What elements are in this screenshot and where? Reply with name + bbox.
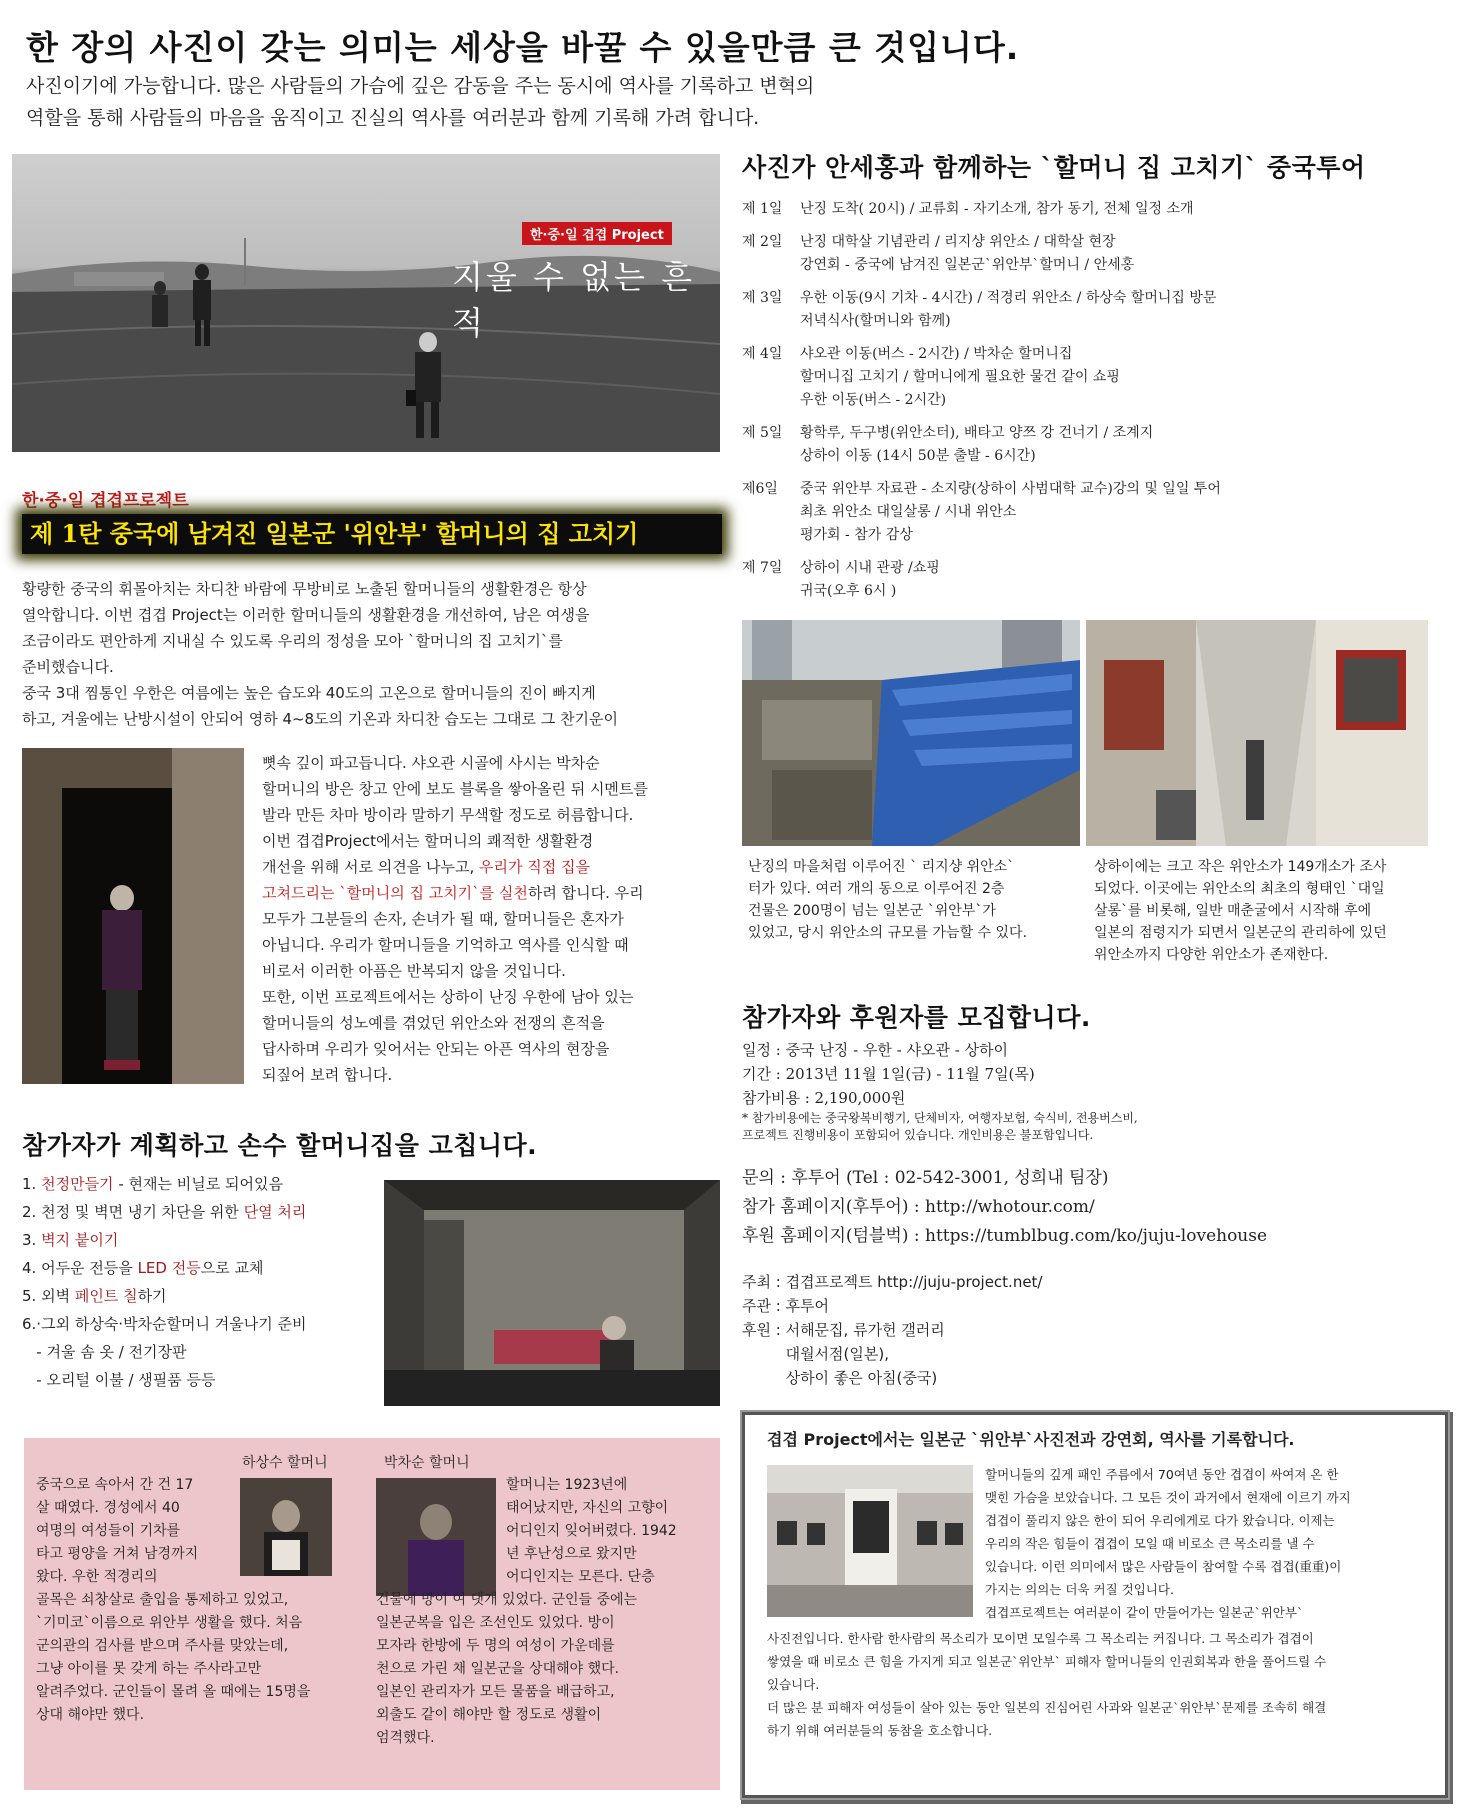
article-line: 황량한 중국의 휘몰아치는 차디찬 바람에 무방비로 노출된 할머니들의 생활환경은 항상 [22, 580, 587, 598]
project-label: 한·중·일 겹겹프로젝트 [22, 491, 189, 511]
story-line: `기미코`이름으로 위안부 생활을 했다. 처음 [36, 1615, 303, 1631]
granny-a-name: 하상수 할머니 [242, 1455, 328, 1471]
article-line: 답사하며 우리가 잊어서는 안되는 아픈 역사의 현장을 [262, 1040, 610, 1058]
article-line: 조금이라도 편안하게 지내실 수 있도록 우리의 정성을 모아 `할머니의 집 고치기`를 [22, 632, 563, 650]
exhibit-side-text [985, 1463, 1435, 1624]
granny-a-portrait [240, 1478, 332, 1576]
article-line: 하고, 겨울에는 난방시설이 안되어 영하 4~8도의 기온과 차디찬 습도는 그대로 그 찬기운이 [22, 710, 619, 728]
hero-badge: 한·중·일 겹겹 Project [522, 222, 672, 245]
tour-day-line: 난징 대학살 기념관리 / 리지샹 위안소 / 대학살 현장 [800, 234, 1116, 250]
article-line: 모두가 그분들의 손자, 손녀가 될 때, 할머니들은 혼자가 [262, 910, 624, 928]
lijixiang-caption: 난징의 마을처럼 이루어진 ` 리지샹 위안소` 터가 있다. 여러 개의 동으로 이루어진 2층 건물은 200명이 넘는 일본군 `위안부`가 있었고, 당시 위안소의 규모를 가늠할 수 있다. [748, 859, 1028, 941]
sponsor-name: 상하이 좋은 아침(중국) [785, 1369, 938, 1387]
tour-day [742, 198, 1442, 221]
granny-b-portrait [376, 1478, 496, 1596]
room-photo [384, 1180, 720, 1406]
article-highlight: 고쳐드리는 `할머니의 집 고치기`를 실천 [262, 884, 528, 902]
story-line: 상대 해야만 했다. [36, 1707, 145, 1723]
tour-day-line: 저녁식사(할머니와 함께) [800, 313, 951, 329]
room-scene [384, 1180, 720, 1406]
story-line: 타고 평양을 거쳐 남경까지 [36, 1546, 199, 1562]
article-line [262, 880, 722, 906]
story-line: 천으로 가린 채 일본군을 상대해야 했다. [376, 1661, 620, 1677]
story-line: 외출도 같이 해야만 할 정도로 생활이 [376, 1707, 602, 1723]
repair-list [22, 1170, 382, 1394]
tour-day-label: 제 1일 [742, 201, 783, 217]
story-line: 일본인 관리자가 모든 물품을 배급하고, [376, 1684, 615, 1700]
granny-a-photo [240, 1478, 332, 1576]
shanghai-alley-photo [1086, 620, 1428, 846]
story-line: 년 후난성으로 왔지만 [506, 1546, 637, 1562]
repair-item: - 겨울 솜 옷 / 전기장판 [22, 1343, 187, 1361]
story-line: 왔다. 우한 적경리의 [36, 1569, 158, 1585]
tour-day [742, 557, 1442, 603]
story-line: 살 때였다. 경성에서 40 [36, 1500, 180, 1516]
headline: 한 장의 사진이 갖는 의미는 세상을 바꿀 수 있을만큼 큰 것입니다. [26, 28, 1020, 67]
tour-day-line: 황학루, 두구병(위안소터), 배타고 양쯔 강 건너기 / 조계지 [800, 425, 1154, 441]
exhibit-line: 겹겹이 풀리지 않은 한이 되어 우리에게로 다가 왔습니다. 이제는 [985, 1513, 1335, 1528]
recruit-note: 프로젝트 진행비용이 포함되어 있습니다. 개인비용은 불포함입니다. [742, 1128, 1094, 1142]
intro-text [26, 70, 1026, 134]
recruit-schedule: 일정 : 중국 난징 - 우한 - 샤오관 - 상하이 [742, 1041, 1009, 1059]
article-line: 또한, 이번 프로젝트에서는 상하이 난징 우한에 남아 있는 [262, 988, 634, 1006]
repair-title: 참가자가 계획하고 손수 할머니집을 고칩니다. [22, 1131, 538, 1160]
repair-item: 4. 어두운 전등을 LED 전등으로 교체 [22, 1259, 264, 1277]
tour-day [742, 478, 1442, 547]
exhibit-photo [767, 1465, 973, 1617]
intro-line: 역할을 통해 사람들의 마음을 움직이고 진실의 역사를 여러분과 함께 기록해 가려 합니다. [26, 107, 760, 129]
tour-title: 사진가 안세홍과 함께하는 `할머니 집 고치기` 중국투어 [742, 153, 1366, 182]
recruit-title: 참가자와 후원자를 모집합니다. [742, 1003, 1091, 1032]
article-intro [22, 576, 722, 732]
tour-day-label: 제 2일 [742, 234, 783, 250]
exhibit-line: 쌓였을 때 비로소 큰 힘을 가지게 되고 일본군`위안부` 피해자 할머니들의 인권회복과 한을 풀어드릴 수 [767, 1654, 1327, 1669]
story-line: 할머니는 1923년에 [506, 1477, 628, 1493]
granny-a-story [36, 1589, 356, 1727]
repair-item: 3. 벽지 붙이기 [22, 1231, 119, 1249]
shanghai-alley-scene [1086, 620, 1428, 846]
story-line: 그냥 아이를 못 갖게 하는 주사라고만 [36, 1661, 262, 1677]
tour-day-label: 제 5일 [742, 425, 783, 441]
granny-b-name: 박차순 할머니 [384, 1455, 470, 1471]
exhibit-line: 더 많은 분 피해자 여성들이 살아 있는 동안 일본의 진심어린 사과와 일본군`위안부`문제를 조속히 해결 [767, 1700, 1327, 1715]
article-line: 준비했습니다. [22, 658, 114, 676]
tour-day-line: 중국 위안부 자료관 - 소지량(상하이 사범대학 교수)강의 및 일일 투어 [800, 481, 1221, 497]
story-line: 어디인지 잊어버렸다. 1942 [506, 1523, 677, 1539]
exhibit-line: 하기 위해 여러분들의 동참을 호소합니다. [767, 1723, 993, 1738]
shanghai-caption: 상하이에는 크고 작은 위안소가 149개소가 조사 되었다. 이곳에는 위안소의 최초의 형태인 `대일 살롱`를 비롯해, 일반 매춘굴에서 시작해 후에 일본의 점령지가 되면서 일본군의 관리하에 있던 위안소까지 다양한 위안소가 존재한다. [1094, 859, 1387, 963]
exhibit-line: 우리의 작은 힘들이 겹겹이 모일 때 비로소 큰 목소리를 낼 수 [985, 1536, 1315, 1551]
story-line: 엄격했다. [376, 1730, 435, 1746]
article-line: 이번 겹겹Project에서는 할머니의 쾌적한 생활환경 [262, 832, 594, 850]
tour-day-line: 상하이 이동 (14시 50분 출발 - 6시간) [800, 448, 1036, 464]
tour-day-line: 샤오관 이동(버스 - 2시간) / 박차순 할머니집 [800, 346, 1073, 362]
tour-day-line: 강연회 - 중국에 남겨진 일본군`위안부`할머니 / 안세홍 [800, 257, 1135, 273]
doorway-photo [22, 748, 244, 1084]
article-line [262, 854, 722, 880]
tour-day-label: 제 4일 [742, 346, 783, 362]
exhibit-line: 있습니다. 이런 의미에서 많은 사람들이 참여할 수록 겹겹(重重)이 [985, 1559, 1342, 1574]
story-line: 군의관의 검사를 받으며 주사를 맞았는데, [36, 1638, 289, 1654]
story-line: 여명의 여성들이 기차를 [36, 1523, 181, 1539]
exhibit-line: 있습니다. [767, 1677, 820, 1692]
intro-line: 사진이기에 가능합니다. 많은 사람들의 가슴에 깊은 감동을 주는 동시에 역사를 기록하고 변혁의 [26, 75, 815, 97]
article-text: 하려 합니다. 우리 [527, 884, 644, 902]
granny-b-story [376, 1589, 716, 1750]
exhibit-gallery-scene [767, 1465, 973, 1617]
lijixiang-photo [742, 620, 1080, 846]
granny-b-story-top [506, 1474, 706, 1589]
tour-day-line: 귀국(오후 6시 ) [800, 583, 897, 599]
story-line: 태어났지만, 자신의 고향이 [506, 1500, 669, 1516]
recruit-cost: 참가비용 : 2,190,000원 [742, 1089, 906, 1107]
sponsors-line [742, 1318, 1442, 1390]
article-line: 발라 만든 차마 방이라 말하기 무색할 정도로 허름합니다. [262, 806, 634, 824]
sponsor-name: 서해문집, 류가헌 갤러리 [785, 1321, 945, 1339]
tour-day [742, 287, 1442, 333]
article-line: 아닙니다. 우리가 할머니들을 기억하고 역사를 인식할 때 [262, 936, 629, 954]
hero-photo [12, 154, 720, 452]
recruit-note: * 참가비용에는 중국왕복비행기, 단체비자, 여행자보험, 숙식비, 전용버스비, [742, 1111, 1138, 1125]
grannies-box [24, 1438, 720, 1790]
exhibit-full-text [767, 1627, 1437, 1742]
tour-day [742, 343, 1442, 412]
contact-line: 문의 : 후투어 (Tel : 02-542-3001, 성희내 팀장) [742, 1168, 1109, 1188]
repair-item: - 오리털 이불 / 생필품 등등 [22, 1371, 216, 1389]
exhibit-line: 할머니들의 깊게 패인 주름에서 70여년 동안 겹겹이 싸여져 온 한 [985, 1467, 1339, 1482]
story-line: 모자라 한방에 두 명의 여성이 가운데를 [376, 1638, 615, 1654]
recruit-info [742, 1038, 1442, 1144]
doorway-scene [22, 748, 244, 1084]
repair-item: 6.·그외 하상숙·박차순할머니 겨울나기 준비 [22, 1315, 307, 1333]
tour-day-line: 난징 도착( 20시) / 교류회 - 자기소개, 참가 동기, 전체 일정 소개 [800, 201, 1194, 217]
article-line: 중국 3대 찜통인 우한은 여름에는 높은 습도와 40도의 고온으로 할머니들의 진이 빠지게 [22, 684, 596, 702]
tour-schedule [742, 198, 1442, 613]
sponsors-label: 후원 : [742, 1321, 786, 1339]
article-text: 개선을 위해 서로 의견을 나누고, [262, 858, 479, 876]
article-line: 비로서 이러한 아픔은 반복되지 않을 것입니다. [262, 962, 566, 980]
tour-day-line: 상하이 시내 관광 /쇼핑 [800, 560, 940, 576]
recruit-contact [742, 1164, 1442, 1251]
host-line: 주최 : 겹겹프로젝트 http://juju-project.net/ [742, 1273, 1043, 1291]
article-line: 뼛속 깊이 파고듭니다. 샤오관 시골에 사시는 박차순 [262, 754, 600, 772]
tour-day [742, 231, 1442, 277]
homepage-link[interactable]: 참가 홈페이지(후투어) : http://whotour.com/ [742, 1197, 1095, 1217]
repair-item: 1. 천정만들기 - 현재는 비닐로 되어있음 [22, 1175, 283, 1193]
article-wrapped [262, 750, 722, 1088]
hero-title: 지울 수 없는 흔적 [452, 258, 695, 342]
exhibit-line: 겹겹프로젝트는 여러분이 같이 만들어가는 일본군`위안부` [985, 1605, 1304, 1620]
article-line: 할머니들의 성노예를 겪었던 위안소와 전쟁의 흔적을 [262, 1014, 605, 1032]
story-line: 어디인지는 모른다. 단층 [506, 1569, 655, 1585]
exhibit-line: 가지는 의의는 더욱 커질 것입니다. [985, 1582, 1174, 1597]
project-title [22, 514, 722, 554]
organizer-line: 주관 : 후투어 [742, 1297, 830, 1315]
lijixiang-scene [742, 620, 1080, 846]
exhibit-line: 사진전입니다. 한사람 한사람의 목소리가 모이면 모일수록 그 목소리는 커집니다. 그 목소리가 겹겹이 [767, 1631, 1314, 1646]
tour-day-line: 우한 이동(9시 기차 - 4시간) / 적경리 위안소 / 하상숙 할머니집 방문 [800, 290, 1217, 306]
sponsor-page-link[interactable]: 후원 홈페이지(텀블벅) : https://tumblbug.com/ko/juju-lovehouse [742, 1226, 1268, 1246]
exhibit-line: 맺힌 가슴을 보았습니다. 그 모든 것이 과거에서 현재에 이르기 까지 [985, 1490, 1351, 1505]
tour-day-line: 우한 이동(버스 - 2시간) [800, 392, 947, 408]
tour-day-label: 제 7일 [742, 560, 783, 576]
sponsor-name: 대월서점(일본), [785, 1345, 889, 1363]
story-line: 골목은 쇠창살로 출입을 통제하고 있었고, [36, 1592, 289, 1608]
repair-item: 5. 외벽 페인트 칠하기 [22, 1287, 167, 1305]
exhibit-title: 겹겹 Project에서는 일본군 `위안부`사진전과 강연회, 역사를 기록합니다. [767, 1430, 1295, 1449]
tour-day [742, 422, 1442, 468]
tour-day-line: 할머니집 고치기 / 할머니에게 필요한 물건 같이 쇼핑 [800, 369, 1120, 385]
story-line: 일본군복을 입은 조선인도 있었다. 방이 [376, 1615, 615, 1631]
article-highlight: 우리가 직접 집을 [478, 858, 590, 876]
granny-b-photo [376, 1478, 496, 1596]
project-title-text: 제 1탄 중국에 남겨진 일본군 '위안부' 할머니의 집 고치기 [30, 519, 639, 548]
tour-day-line: 최초 위안소 대일살롱 / 시내 위안소 [800, 504, 1017, 520]
story-line: 건물에 방이 여 댓개 있었다. 군인들 중에는 [376, 1592, 638, 1608]
story-line: 알려주었다. 군인들이 몰려 올 때에는 15명을 [36, 1684, 311, 1700]
recruit-credits [742, 1270, 1442, 1390]
tour-day-label: 제 3일 [742, 290, 783, 306]
tour-day-label: 제6일 [742, 481, 778, 497]
tour-day-line: 평가회 - 참가 감상 [800, 527, 913, 543]
article-line: 열악합니다. 이번 겹겹 Project는 이러한 할머니들의 생활환경을 개선하여, 남은 여생을 [22, 606, 590, 624]
granny-a-story-top [36, 1474, 236, 1589]
exhibit-box [742, 1412, 1448, 1798]
article-line: 되짚어 보려 합니다. [262, 1066, 393, 1084]
repair-item: 2. 천정 및 벽면 냉기 차단을 위한 단열 처리 [22, 1203, 307, 1221]
recruit-period: 기간 : 2013년 11월 1일(금) - 11월 7일(목) [742, 1065, 1035, 1083]
story-line: 중국으로 속아서 간 건 17 [36, 1477, 194, 1493]
article-line: 할머니의 방은 창고 안에 보도 블록을 쌓아올린 뒤 시멘트를 [262, 780, 648, 798]
